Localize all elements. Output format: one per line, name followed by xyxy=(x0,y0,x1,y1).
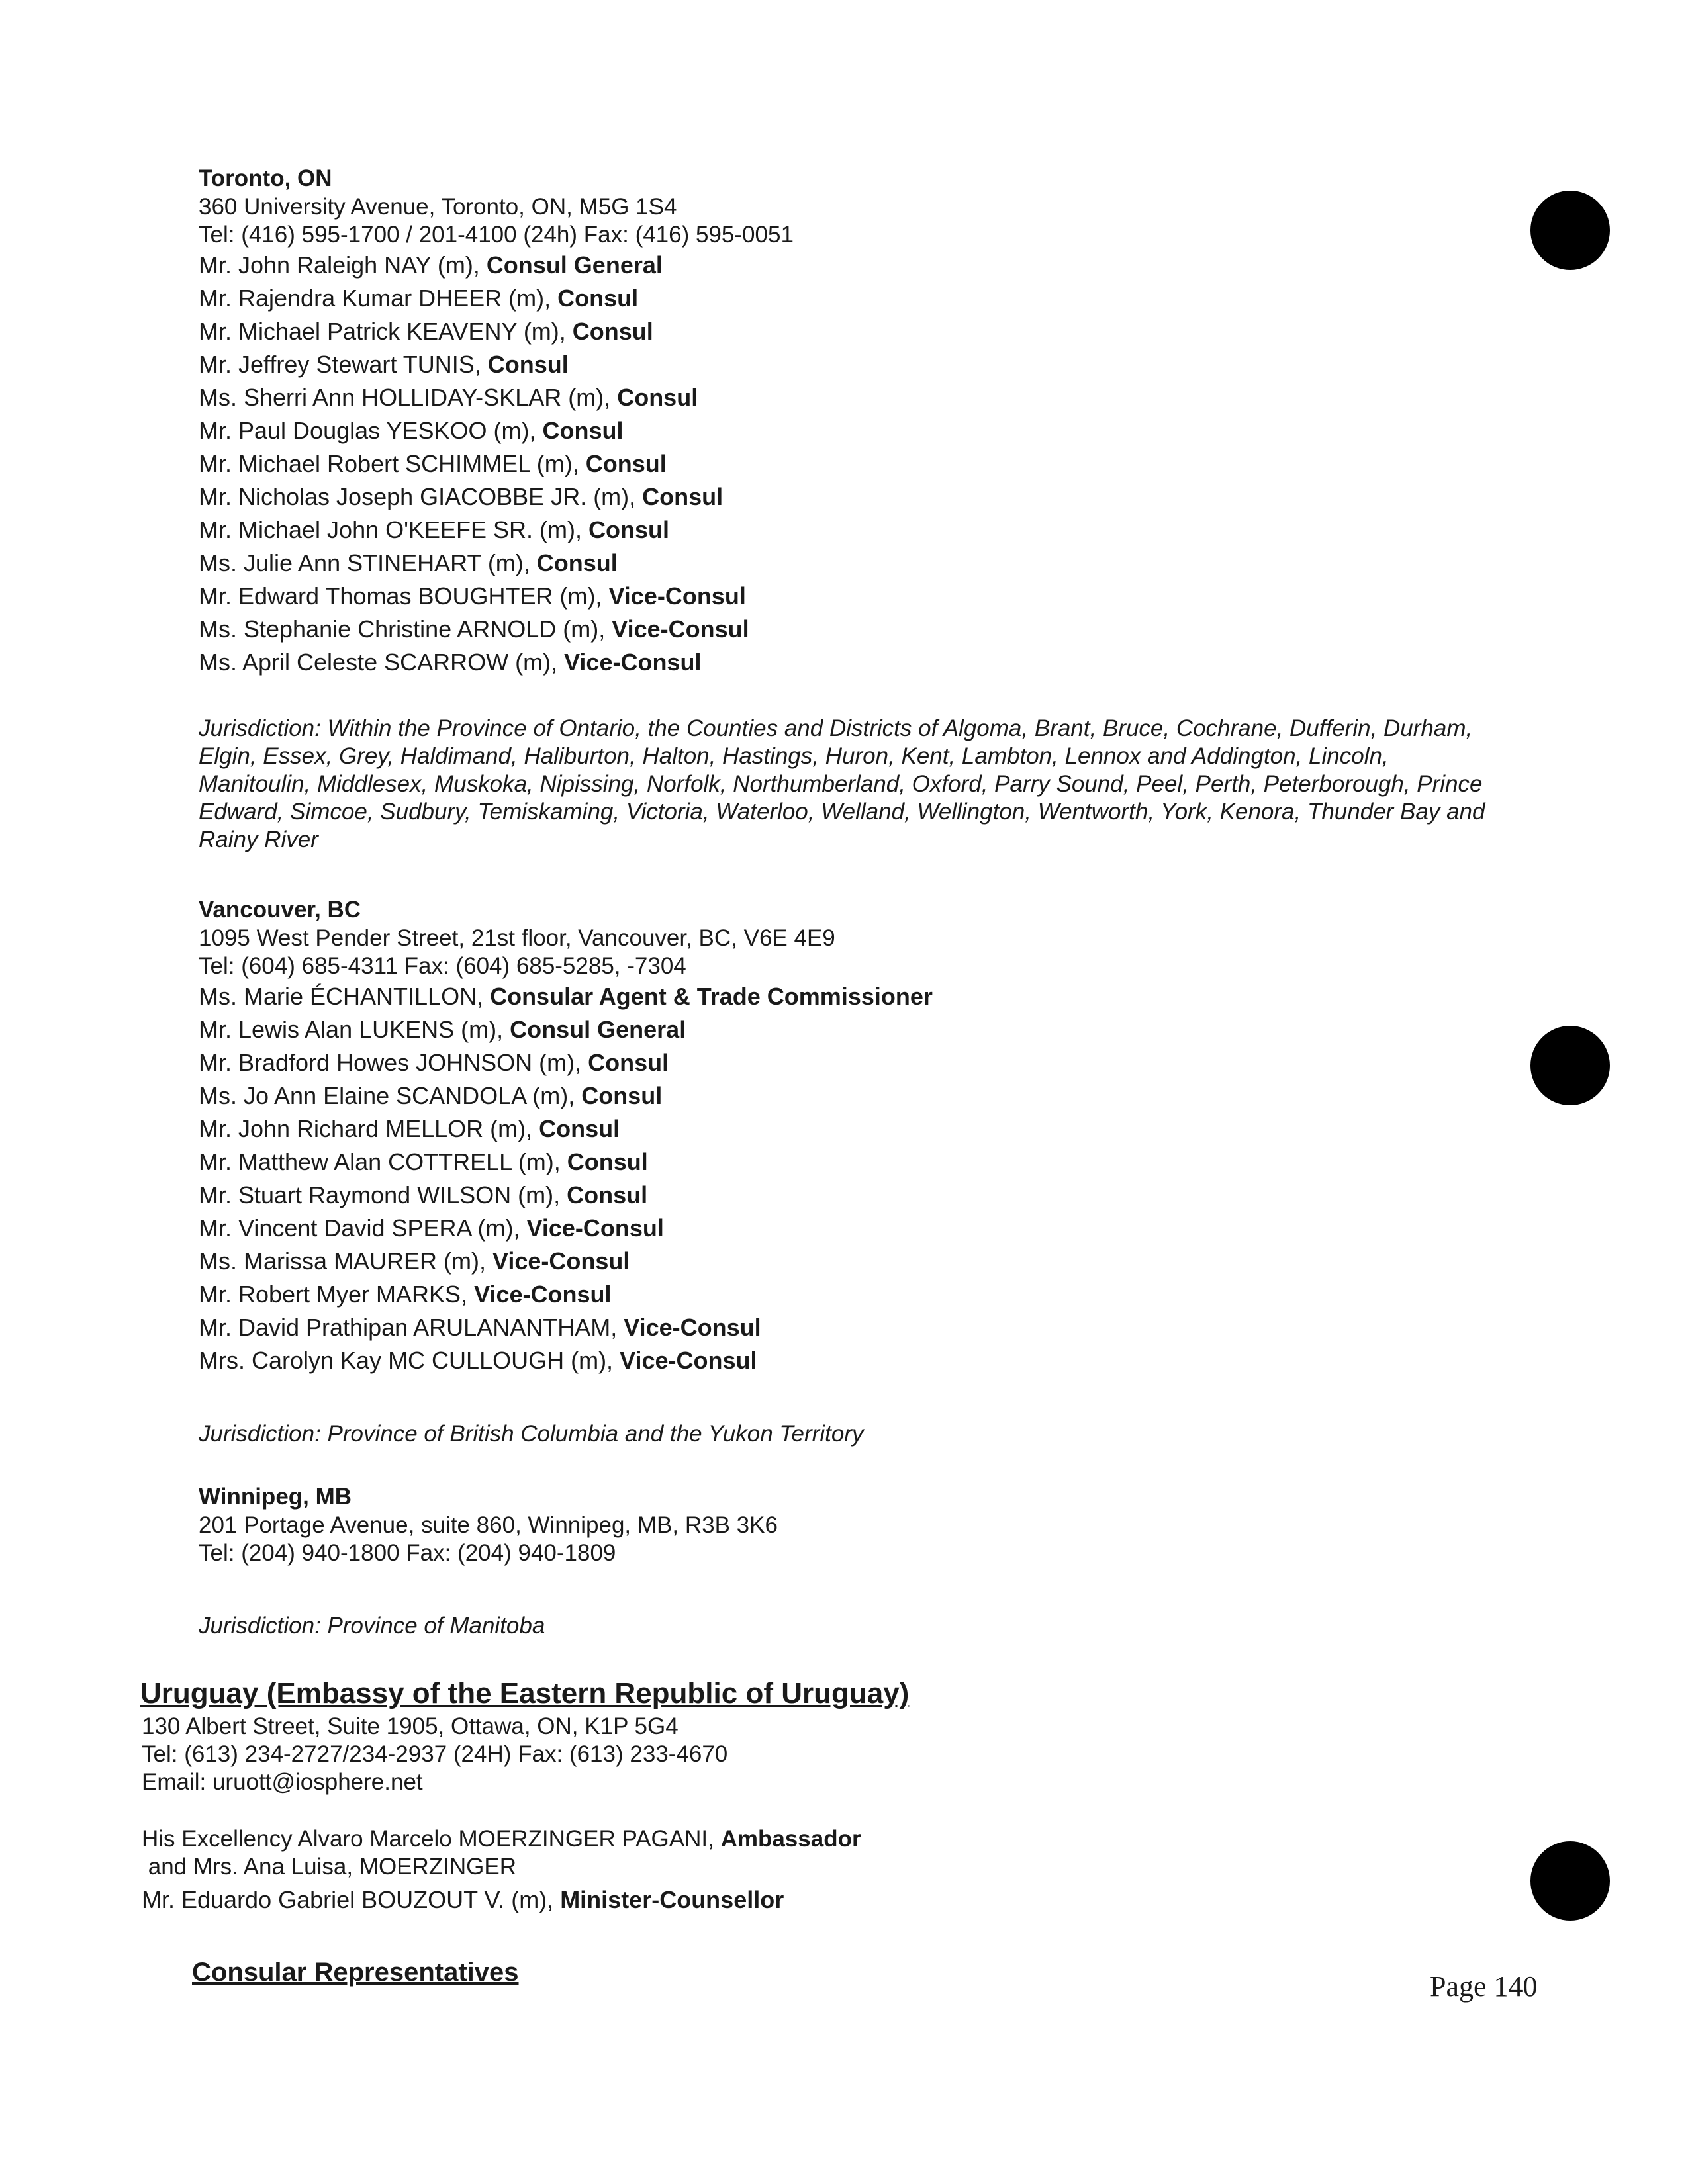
official-row: Ms. Sherri Ann HOLLIDAY-SKLAR (m), Consul xyxy=(199,384,698,411)
official-row: Ms. Marissa MAURER (m), Vice-Consul xyxy=(199,1248,630,1275)
official-row: Mr. John Raleigh NAY (m), Consul General xyxy=(199,251,663,279)
official-row: Mrs. Carolyn Kay MC CULLOUGH (m), Vice-Consul xyxy=(199,1347,757,1374)
binder-hole-top xyxy=(1530,191,1610,270)
official-row: Mr. Matthew Alan COTTRELL (m), Consul xyxy=(199,1148,648,1175)
official-row: Mr. Stuart Raymond WILSON (m), Consul xyxy=(199,1181,648,1208)
winnipeg-city: Winnipeg, MB xyxy=(199,1484,352,1510)
consular-representatives-heading: Consular Representatives xyxy=(192,1958,519,1987)
official-row: Mr. Edward Thomas BOUGHTER (m), Vice-Consul xyxy=(199,582,746,610)
official-row: Mr. Michael Patrick KEAVENY (m), Consul xyxy=(199,318,653,345)
official-row: Ms. Julie Ann STINEHART (m), Consul xyxy=(199,549,618,576)
vancouver-section xyxy=(199,895,1523,1377)
uruguay-officials xyxy=(142,1825,1466,1917)
official-row: Ms. Marie ÉCHANTILLON, Consular Agent & Trade Commissioner xyxy=(199,983,933,1010)
toronto-address: 360 University Avenue, Toronto, ON, M5G 1S4 xyxy=(199,194,677,220)
winnipeg-address: 201 Portage Avenue, suite 860, Winnipeg, MB, R3B 3K6 xyxy=(199,1512,778,1538)
official-row: Ms. Stephanie Christine ARNOLD (m), Vice-Consul xyxy=(199,615,749,643)
ambassador-row: His Excellency Alvaro Marcelo MOERZINGER PAGANI, Ambassador xyxy=(142,1826,861,1852)
official-row: Mr. David Prathipan ARULANANTHAM, Vice-Consul xyxy=(199,1314,761,1341)
official-row: Ms. April Celeste SCARROW (m), Vice-Consul xyxy=(199,649,702,676)
official-row: Mr. Nicholas Joseph GIACOBBE JR. (m), Consul xyxy=(199,483,724,510)
winnipeg-section xyxy=(199,1482,1523,1567)
official-row: Ms. Jo Ann Elaine SCANDOLA (m), Consul xyxy=(199,1082,663,1109)
toronto-officials xyxy=(199,249,1523,679)
minister-row: Mr. Eduardo Gabriel BOUZOUT V. (m), Minister-Counsellor xyxy=(142,1886,784,1913)
official-row: Mr. John Richard MELLOR (m), Consul xyxy=(199,1115,620,1142)
official-row: Mr. Robert Myer MARKS, Vice-Consul xyxy=(199,1281,612,1308)
toronto-section xyxy=(199,164,1523,679)
winnipeg-phone: Tel: (204) 940-1800 Fax: (204) 940-1809 xyxy=(199,1540,616,1566)
uruguay-phone: Tel: (613) 234-2727/234-2937 (24H) Fax: (613) 233-4670 xyxy=(142,1741,728,1767)
page-number: Page 140 xyxy=(1430,1970,1538,2003)
toronto-jurisdiction: Jurisdiction: Within the Province of Ontario, the Counties and Districts of Algoma, Brant, Bruce, Cochrane, Dufferin, Durham, Elgin, Essex, Grey, Haldimand, Haliburton, Halton, Hastings, Huron, Kent, Lambton, Lennox and Addington, Lincoln, Manitoulin, Middlesex, Muskoka, Nipissing, Norfolk, Northumberland, Oxford, Parry Sound, Peel, Perth, Peterborough, Prince Edward, Simcoe, Sudbury, Temiskaming, Victoria, Waterloo, Welland, Wellington, Wentworth, York, Kenora, Thunder Bay and Rainy River xyxy=(199,715,1485,852)
vancouver-jurisdiction: Jurisdiction: Province of British Columbia and the Yukon Territory xyxy=(199,1421,864,1447)
uruguay-address: 130 Albert Street, Suite 1905, Ottawa, ON, K1P 5G4 xyxy=(142,1713,679,1739)
uruguay-contact xyxy=(142,1713,1466,1796)
official-row: Mr. Bradford Howes JOHNSON (m), Consul xyxy=(199,1049,669,1076)
official-row: Mr. Vincent David SPERA (m), Vice-Consul xyxy=(199,1214,664,1242)
vancouver-city: Vancouver, BC xyxy=(199,897,361,923)
official-row: Mr. Lewis Alan LUKENS (m), Consul General xyxy=(199,1016,686,1043)
winnipeg-jurisdiction: Jurisdiction: Province of Manitoba xyxy=(199,1613,545,1639)
country-heading-uruguay: Uruguay (Embassy of the Eastern Republic of Uruguay) xyxy=(140,1677,910,1709)
official-row: Mr. Paul Douglas YESKOO (m), Consul xyxy=(199,417,624,444)
binder-hole-middle xyxy=(1530,1026,1610,1105)
toronto-phone: Tel: (416) 595-1700 / 201-4100 (24h) Fax: (416) 595-0051 xyxy=(199,222,794,248)
vancouver-phone: Tel: (604) 685-4311 Fax: (604) 685-5285, -7304 xyxy=(199,953,686,979)
official-row: Mr. Michael John O'KEEFE SR. (m), Consul xyxy=(199,516,670,543)
binder-hole-bottom xyxy=(1530,1841,1610,1921)
vancouver-officials xyxy=(199,980,1523,1377)
vancouver-address: 1095 West Pender Street, 21st floor, Vancouver, BC, V6E 4E9 xyxy=(199,925,835,951)
official-row: Mr. Michael Robert SCHIMMEL (m), Consul xyxy=(199,450,667,477)
official-row: Mr. Jeffrey Stewart TUNIS, Consul xyxy=(199,351,569,378)
toronto-city: Toronto, ON xyxy=(199,165,332,191)
uruguay-email: Email: uruott@iosphere.net xyxy=(142,1769,423,1795)
official-row: Mr. Rajendra Kumar DHEER (m), Consul xyxy=(199,285,639,312)
ambassador-spouse: and Mrs. Ana Luisa, MOERZINGER xyxy=(142,1854,517,1880)
